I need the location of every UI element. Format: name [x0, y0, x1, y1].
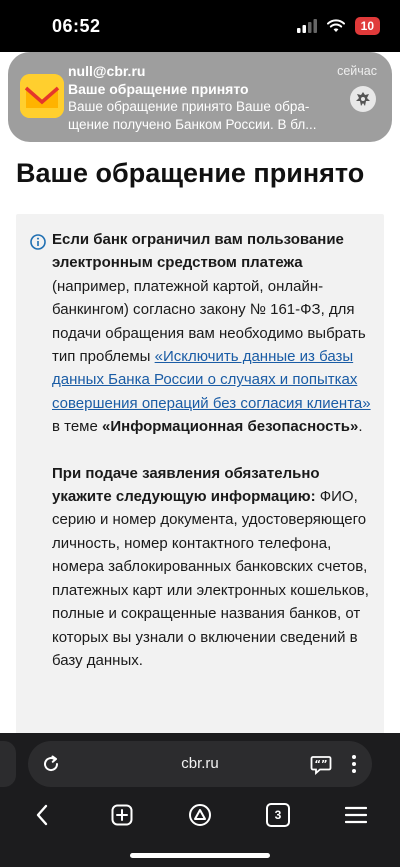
- required-info-heading: При подаче заявления обязательно укажите следующую информацию:: [52, 464, 320, 506]
- battery-indicator: 10: [355, 17, 380, 35]
- svg-text:“”: “”: [314, 759, 328, 770]
- quote-bubble-icon[interactable]: [310, 753, 332, 775]
- wifi-icon: [327, 19, 345, 33]
- url-text[interactable]: cbr.ru: [181, 755, 219, 772]
- info-paragraph-1: [52, 228, 372, 439]
- notification-preview: [68, 98, 348, 133]
- home-button[interactable]: [182, 797, 218, 833]
- browser-toolbar: [0, 795, 400, 835]
- notification-subject: Ваше обращение принято: [68, 81, 249, 97]
- address-bar[interactable]: [28, 741, 372, 787]
- status-time: 06:52: [52, 16, 101, 36]
- info-bold-lead: Если банк ограничил вам пользование электронным средством платежа: [52, 231, 344, 272]
- menu-button[interactable]: [338, 797, 374, 833]
- hamburger-menu-icon: [345, 806, 367, 824]
- mail-app-icon: [20, 74, 64, 118]
- info-text: [52, 228, 372, 672]
- info-box: [16, 214, 384, 744]
- page-title: Ваше обращение принято: [16, 158, 365, 188]
- notification-time: сейчас: [337, 64, 377, 78]
- back-button[interactable]: [24, 797, 60, 833]
- more-options-icon[interactable]: [350, 753, 358, 775]
- bank-emblem-icon: [350, 86, 376, 112]
- notification-preview-line: Ваше обращение принято Ваше обра-: [68, 99, 310, 114]
- info-text-topic: в теме: [52, 418, 103, 436]
- previous-tab-edge[interactable]: [0, 741, 16, 787]
- plus-square-icon: [111, 804, 133, 826]
- status-bar: [0, 0, 400, 52]
- cellular-signal-icon: [297, 19, 317, 33]
- notification-sender: null@cbr.ru: [68, 63, 146, 79]
- new-tab-button[interactable]: [104, 797, 140, 833]
- required-info-text: ФИО, серию и номер документа, удостоверяющего личность, номер контактного телефона, номера заблокированных банковских счетов, платежных карт или электронных кошельков, полные и сокращенные названия банков, от которых вы узнали о включении сведений в базу данных.: [52, 488, 369, 669]
- exclude-data-link[interactable]: «Исключить данные из базы данных Банка России о случаях и попытках совершения операций без согласия клиента»: [52, 348, 371, 412]
- browser-chrome: [0, 733, 400, 867]
- info-icon: [30, 234, 46, 250]
- info-text-body: (например, платежной картой, онлайн-банкингом) согласно закону № 161-ФЗ, для подачи обращения вам необходимо выбрать тип проблемы: [52, 277, 366, 366]
- info-topic-name: «Информационная безопасность»: [102, 418, 359, 436]
- tabs-button[interactable]: [260, 797, 296, 833]
- status-icons: [297, 17, 380, 35]
- home-indicator: [130, 853, 270, 858]
- notification-preview-line: щение получено Банком России. В бл...: [68, 116, 317, 132]
- tab-count-badge: 3: [266, 803, 290, 827]
- info-paragraph-2: [52, 462, 372, 673]
- info-text-end: .: [358, 418, 363, 436]
- assistant-icon: [188, 803, 212, 827]
- chevron-left-icon: [35, 804, 49, 826]
- mail-notification[interactable]: [8, 52, 392, 142]
